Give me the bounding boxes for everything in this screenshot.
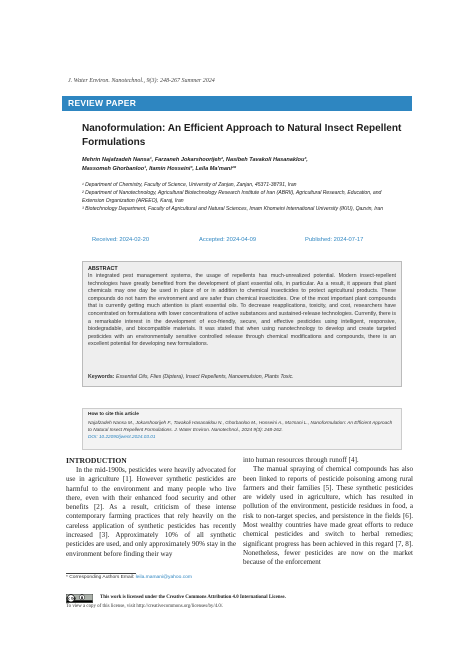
author-line: Massomeh Ghorbanloo¹, Itamin Hosseini³, Leila Ma'mani²* (82, 166, 236, 172)
body-column-right (243, 456, 413, 568)
cc-by-license-icon[interactable] (66, 594, 93, 603)
accepted-date: Accepted: 2024-04-09 (199, 237, 257, 243)
citation-reference: Najafzadeh Nansa M., Jokarshoorijeh F., Tavakoli Hasanaklou N., Ghorbanloo M., Hosseini A., Ma'mani L., Nanoformulation: An Efficient Approach to Natural Insect Repellent Formulations. J. Water Environ. Nanotechnol., 2024 9(3): 248-262. (88, 420, 393, 432)
article-type-label: REVIEW PAPER (68, 98, 137, 108)
article-type-banner (62, 96, 412, 111)
journal-citation: J. Water Environ. Nanotechnol., 9(3): 248-267 Summer 2024 (68, 78, 215, 84)
body-column-left (66, 456, 236, 559)
published-date: Published: 2024-07-17 (305, 237, 364, 243)
article-dates (92, 237, 392, 247)
corresponding-author-footnote (66, 575, 192, 580)
affiliation: ² Department of Nanotechnology, Agricultural Biotechnology Research Institute of Iran (ABRII), Agricultural Research, Education, and Extension Organization (AREEO), Karaj, Iran (82, 189, 382, 204)
body-paragraph: into human resources through runoff [4]. (243, 456, 359, 464)
keywords-list: Essential Oils, Flies (Diptera), Insect Repellents, Nanoemulsion, Plants Toxic. (115, 374, 294, 380)
paper-title: Nanoformulation: An Efficient Approach to Natural Insect Repellent Formulations (82, 123, 402, 148)
affiliation: ³ Biotechnology Department, Faculty of Agricultural and Natural Sciences, Imam Khomeini International University (IKIU), Qazvin, Iran (82, 205, 384, 212)
keywords (88, 374, 396, 380)
abstract-heading: ABSTRACT (88, 266, 118, 272)
author-line: Mehrin Najafzadeh Nansa¹, Farzaneh Jokarshoorijeh², Nasibeh Tavakoli Hasanaklou³, (82, 157, 308, 163)
affiliation-list (82, 182, 402, 214)
author-email-link[interactable]: leila.mamani@yahoo.com (135, 575, 192, 580)
citation-box (82, 408, 402, 450)
author-list (82, 156, 402, 174)
license-statement: This work is licensed under the Creative Commons Attribution 4.0 International License. (100, 595, 286, 600)
keywords-label: Keywords: (88, 374, 115, 380)
footnote-divider (66, 573, 136, 574)
body-paragraph: In the mid-1900s, pesticides were heavily advocated for use in agriculture [1]. However synthetic pesticides are harmful to the environment and many people who live there, even with their enhanced food security and other benefits [2]. As a result, criticism of these intense contemporary farming practices that rely heavily on the careless application of synthetic pesticides has recently increased [3]. Approximately 10% of all synthetic pesticides are used, and only approximately 90% stay in the environment before finding their way (66, 466, 236, 558)
section-heading-introduction: INTRODUCTION (66, 456, 127, 465)
license-link-text[interactable]: To view a copy of this license, visit http://creativecommons.org/licenses/by/4.0/. (66, 604, 224, 609)
abstract-box (82, 261, 402, 387)
license-icon-label: cc by (66, 596, 77, 601)
received-date: Received: 2024-02-20 (92, 237, 150, 243)
citation-text (88, 419, 396, 440)
footnote-label: * Corresponding Authors Email: (66, 575, 136, 580)
body-paragraph: The manual spraying of chemical compounds has also been linked to reports of pesticide poisoning among rural farmers and their families [5]. These synthetic pesticides are widely used in agriculture, which has resulted in pollution of the environment, pesticide residues in food, a risk to non-target species, and persistence in the fields [6]. Most wealthy countries have made great efforts to reduce chemical pesticides and switch to herbal remedies; significant progress has been achieved in this regard [7, 8]. Nonetheless, fewer pesticides are now on the market because of the enforcement (243, 465, 413, 567)
citation-heading: How to cite this article (88, 412, 139, 417)
abstract-text: In integrated pest management systems, the usage of repellents has much-unrealized potential. Modern insect-repellent technologies have greatly benefited from the development of plant essential oils, in particular. As a result, it appears that plant chemicals may one day be used in place of or in addition to chemical insecticides to protect agricultural products. These compounds do not harm the environment and are safer than chemical insecticides. One of the most important plant compounds that is currently getting much attention is plant essential oils. To decrease reapplications, toxicity, and cost, researchers have concentrated on formulations with lower concentrations of active substances and sustained-release technologies. Currently, there is a remarkable interest in the development of eco-friendly, secure, and effective pesticides using intelligent, responsive, biodegradable, and biocompatible materials. It was stated that when using nanotechnology to develop and create targeted pesticides with an environmentally sensitive controlled release through chemical modifications and compounds, there is an excellent potential for developing new formulations. (88, 273, 396, 348)
affiliation: ¹ Department of Chemistry, Faculty of Science, University of Zanjan, Zanjan, 45371-38791, Iran (82, 182, 297, 188)
doi-link[interactable]: DOI: 10.22090/jwent.2024.03.01 (88, 434, 156, 439)
